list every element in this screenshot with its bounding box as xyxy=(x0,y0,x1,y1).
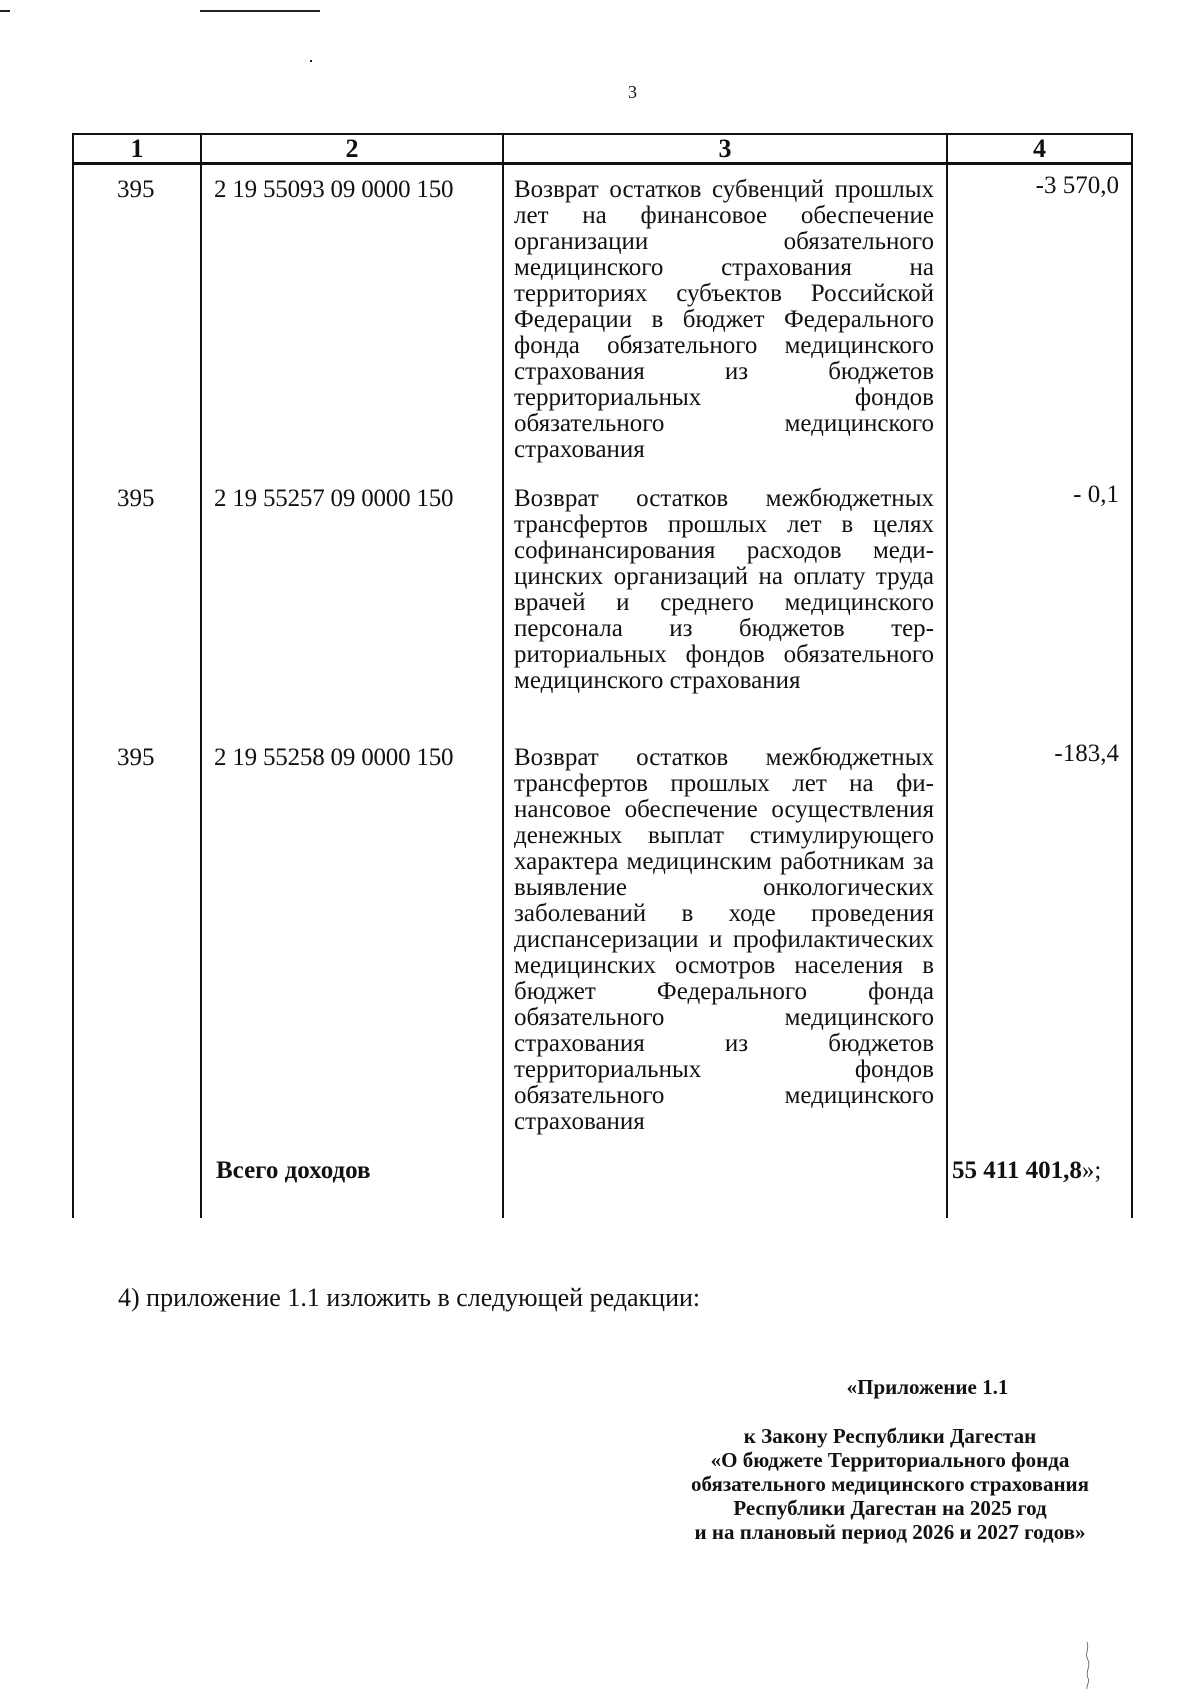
appendix-line: обязательного медицинского страхования xyxy=(690,1472,1090,1496)
appendix-line: и на плановый период 2026 и 2027 годов» xyxy=(694,1520,1086,1544)
total-empty-cell xyxy=(73,1144,201,1218)
signature-scribble xyxy=(1082,1640,1092,1690)
appendix-line: «О бюджете Территориального фонда xyxy=(710,1448,1070,1472)
budget-code-cell: 2 19 55257 09 0000 150 xyxy=(201,474,503,733)
column-header-4: 4 xyxy=(947,134,1132,164)
appendix-line: Республики Дагестан на 2025 год xyxy=(733,1496,1047,1520)
description-cell: Возврат остатков межбюджетных трансфертов прошлых лет в целях софинансирования расходов медицинских организаций на оплату труда врачей и среднего медицинского персонала из бюджетов территориальных фондов обязательного медицинского страхования xyxy=(503,474,947,733)
total-empty-desc xyxy=(503,1144,947,1218)
description-cell: Возврат остатков субвенций прошлых лет на финансовое обеспечение организации обязательного медицинского страхования на территориях субъектов Российской Федерации в бюджет Федерального фонда обязательного медицинского страхования из бюджетов территориальных фондов обязательного медицинского страхования xyxy=(503,164,947,475)
appendix-title: «Приложение 1.1 xyxy=(846,1375,1009,1399)
page-number: 3 xyxy=(628,82,637,102)
column-header-1: 1 xyxy=(73,134,201,164)
column-header-2: 2 xyxy=(201,134,503,164)
appendix-header xyxy=(640,1375,1140,1544)
total-label: Всего доходов xyxy=(201,1144,503,1218)
admin-code-cell: 395 xyxy=(73,164,201,475)
revenue-table xyxy=(72,133,1133,1218)
total-row xyxy=(73,1144,1132,1218)
total-amount: 55 411 401,8 xyxy=(952,1156,1082,1184)
amount-cell: -183,4 xyxy=(947,733,1132,1144)
instruction-text: 4) приложение 1.1 изложить в следующей редакции: xyxy=(118,1283,701,1312)
admin-code-cell: 395 xyxy=(73,474,201,733)
description-cell: Возврат остатков межбюджетных трансфертов прошлых лет на финансовое обеспечение осуществления денежных выплат стимулирующего характера медицинским работникам за выявление онкологических заболеваний в ходе проведения диспансеризации и профилактических медицинских осмотров населения в бюджет Федерального фонда обязательного медицинского страхования из бюджетов территориальных фондов обязательного медицинского страхования xyxy=(503,733,947,1144)
scan-mark-top xyxy=(0,10,10,12)
amount-cell: -3 570,0 xyxy=(947,164,1132,475)
amount-cell: - 0,1 xyxy=(947,474,1132,733)
table-header-row xyxy=(73,134,1132,164)
total-suffix: »; xyxy=(1081,1156,1102,1184)
admin-code-cell: 395 xyxy=(73,733,201,1144)
budget-code-cell: 2 19 55258 09 0000 150 xyxy=(201,733,503,1144)
scan-mark-dot xyxy=(310,60,312,62)
table-row xyxy=(73,164,1132,475)
budget-code-cell: 2 19 55093 09 0000 150 xyxy=(201,164,503,475)
table-row xyxy=(73,474,1132,733)
table-row xyxy=(73,733,1132,1144)
appendix-line: к Закону Республики Дагестан xyxy=(743,1424,1037,1448)
column-header-3: 3 xyxy=(503,134,947,164)
scan-mark-top-line xyxy=(200,10,320,12)
total-amount-cell xyxy=(947,1144,1132,1218)
